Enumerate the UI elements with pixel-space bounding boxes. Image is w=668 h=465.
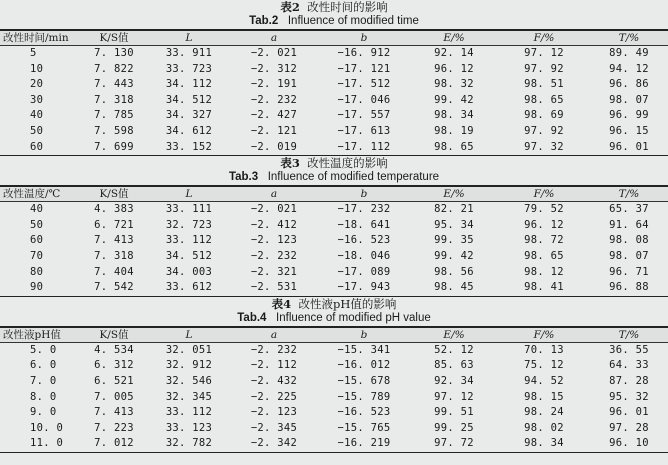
table-cell: 98. 07	[609, 249, 649, 262]
table-cell: −17. 512	[337, 78, 391, 91]
table-cell: 34. 112	[165, 78, 213, 91]
table-cell: 32. 912	[165, 359, 213, 372]
column-header	[410, 186, 498, 202]
table-cell: 40	[30, 109, 44, 122]
column-header-label: b	[360, 188, 368, 201]
table-cell: 89. 49	[609, 47, 649, 59]
table-cell: 64. 33	[609, 359, 649, 372]
column-header	[0, 186, 80, 202]
table-caption-cn	[0, 0, 668, 14]
table-cell: 6. 0	[30, 359, 57, 372]
column-header	[148, 327, 230, 343]
table-cell: 75. 12	[524, 359, 564, 372]
column-header	[498, 30, 590, 46]
column-header-label: L	[185, 328, 193, 341]
column-header-label: a	[270, 32, 278, 44]
table-row	[0, 405, 668, 421]
table-row	[0, 108, 668, 124]
table-cell: 98. 12	[524, 265, 564, 278]
table-cell: −16. 523	[337, 406, 391, 419]
table-cell: 98. 34	[524, 437, 564, 450]
table-number-en: Tab.2	[249, 15, 279, 27]
caption-spacer	[266, 312, 276, 324]
table-cell: 7. 130	[94, 47, 134, 59]
table-cell: 7. 413	[94, 234, 134, 247]
table-cell: 32. 345	[165, 390, 213, 403]
table-cell: 98. 65	[434, 140, 474, 153]
table-cell: 70. 13	[524, 343, 564, 356]
table-cell: 98. 45	[434, 281, 474, 294]
header-row	[0, 30, 668, 46]
table-cell: 96. 01	[609, 406, 649, 419]
table-cell: 94. 52	[524, 374, 564, 387]
column-header-label: a	[270, 328, 278, 341]
table-caption-cn	[0, 297, 668, 311]
column-header-label: 改性液pH值	[3, 328, 61, 341]
table-cell: −18. 046	[337, 249, 391, 262]
table-cell: 7. 012	[94, 437, 134, 450]
column-header	[498, 186, 590, 202]
table-cell: 32. 723	[165, 218, 213, 231]
table-cell: −16. 912	[337, 47, 391, 59]
table-cell: 6. 721	[94, 218, 134, 231]
column-header	[80, 30, 148, 46]
table-row	[0, 358, 668, 374]
column-header-label: b	[360, 328, 368, 341]
table-cell: 7. 785	[94, 109, 134, 122]
caption-spacer	[258, 171, 268, 183]
table-cell: 33. 612	[165, 281, 213, 294]
table-caption-en	[0, 170, 668, 185]
header-row	[0, 327, 668, 343]
column-header	[318, 186, 410, 202]
table-cell: 50	[30, 218, 44, 231]
table-cell: 10. 0	[30, 421, 64, 434]
table-cell: −2. 345	[250, 421, 298, 434]
table-cell: 7. 443	[94, 78, 134, 91]
table-cell: −2. 112	[250, 359, 298, 372]
table-cell: 11. 0	[30, 437, 64, 450]
table-cell: 6. 521	[94, 374, 134, 387]
table-cell: −16. 012	[337, 359, 391, 372]
table-cell: −17. 089	[337, 265, 391, 278]
table-caption-cn	[0, 156, 668, 170]
table-cell: 7. 0	[30, 374, 57, 387]
table-cell: −15. 765	[337, 421, 391, 434]
table-cell: −2. 232	[250, 93, 298, 106]
table-cell: 32. 051	[165, 343, 213, 356]
table-title-en: Influence of modified time	[287, 15, 419, 27]
table-cell: 33. 112	[165, 406, 213, 419]
table-cell: −2. 123	[250, 406, 298, 419]
table-cell: 20	[30, 78, 44, 91]
table-cell: 32. 782	[165, 437, 213, 450]
table-cell: 82. 21	[434, 203, 474, 216]
table-cell: 97. 28	[609, 421, 649, 434]
header-row	[0, 186, 668, 202]
table-cell: −2. 412	[250, 218, 298, 231]
table-title-cn: 改性温度的影响	[307, 156, 388, 171]
column-header	[590, 30, 668, 46]
table-cell: −2. 123	[250, 234, 298, 247]
table-cell: 99. 51	[434, 406, 474, 419]
table-cell: 5. 0	[30, 343, 57, 356]
column-header-label: 改性温度/℃	[3, 188, 61, 201]
table-number-cn: 表4	[271, 296, 292, 311]
table-cell: 7. 542	[94, 281, 134, 294]
table-cell: 4. 383	[94, 203, 134, 216]
table-cell: 7. 822	[94, 62, 134, 75]
table-cell: 98. 72	[524, 234, 564, 247]
table-cell: 33. 111	[165, 203, 213, 216]
column-header-label: E/%	[443, 32, 465, 44]
table-cell: 33. 152	[165, 140, 213, 153]
table-cell: 95. 32	[609, 390, 649, 403]
column-header	[590, 327, 668, 343]
table-cell: −2. 191	[250, 78, 298, 91]
table-title-en: Influence of modified pH value	[276, 311, 431, 324]
table-cell: 87. 28	[609, 374, 649, 387]
table-cell: 97. 32	[524, 140, 564, 153]
table-cell: 98. 02	[524, 421, 564, 434]
table-cell: 92. 34	[434, 374, 474, 387]
table-row	[0, 62, 668, 78]
table-cell: 96. 86	[609, 78, 649, 91]
table-cell: 40	[30, 203, 44, 216]
table-cell: −17. 557	[337, 109, 391, 122]
table-row	[0, 218, 668, 234]
table-cell: 98. 07	[609, 93, 649, 106]
column-header-label: a	[270, 188, 278, 201]
table-cell: 98. 51	[524, 78, 564, 91]
column-header	[230, 30, 318, 46]
column-header-label: F/%	[533, 32, 555, 44]
column-header	[80, 327, 148, 343]
column-header-label: T/%	[618, 188, 640, 201]
table-cell: −2. 321	[250, 265, 298, 278]
table-cell: −2. 021	[250, 47, 298, 59]
table-row	[0, 421, 668, 437]
data-table	[0, 185, 668, 297]
table-row	[0, 46, 668, 62]
table-cell: −17. 112	[337, 140, 391, 153]
table-cell: 80	[30, 265, 44, 278]
table-caption-en	[0, 14, 668, 29]
table-cell: 94. 12	[609, 62, 649, 75]
column-header-label: K/S值	[99, 188, 129, 201]
table-cell: 96. 12	[524, 218, 564, 231]
table-cell: 33. 911	[165, 47, 213, 59]
column-header-label: T/%	[618, 328, 640, 341]
table-cell: 60	[30, 234, 44, 247]
table-cell: 96. 12	[434, 62, 474, 75]
column-header-label: T/%	[618, 32, 640, 44]
data-table	[0, 326, 668, 453]
table-cell: 98. 15	[524, 390, 564, 403]
column-header	[498, 327, 590, 343]
table-cell: 7. 005	[94, 390, 134, 403]
table-cell: 7. 318	[94, 249, 134, 262]
table-cell: 4. 534	[94, 343, 134, 356]
table-cell: 98. 24	[524, 406, 564, 419]
column-header	[230, 186, 318, 202]
table-cell: 7. 318	[94, 93, 134, 106]
table-cell: 10	[30, 62, 44, 75]
table-cell: 99. 42	[434, 249, 474, 262]
table-cell: −18. 641	[337, 218, 391, 231]
table-cell: 97. 92	[524, 62, 564, 75]
table-cell: 7. 699	[94, 140, 134, 153]
column-header-label: L	[185, 32, 193, 44]
table-cell: −17. 232	[337, 203, 391, 216]
table-cell: −15. 341	[337, 343, 391, 356]
table-cell: 96. 99	[609, 109, 649, 122]
table-row	[0, 249, 668, 265]
table-row	[0, 233, 668, 249]
table-cell: 95. 34	[434, 218, 474, 231]
table-number-en: Tab.4	[237, 311, 267, 324]
table-cell: 65. 37	[609, 203, 649, 216]
column-header	[410, 30, 498, 46]
table-row	[0, 77, 668, 93]
table-row	[0, 124, 668, 140]
table-cell: −17. 121	[337, 62, 391, 75]
table-title-en: Influence of modified temperature	[267, 171, 440, 184]
table-cell: 99. 25	[434, 421, 474, 434]
table-cell: −2. 225	[250, 390, 298, 403]
column-header	[410, 327, 498, 343]
table-cell: 98. 19	[434, 124, 474, 137]
caption-spacer	[278, 15, 288, 27]
table-cell: 98. 56	[434, 265, 474, 278]
table-cell: 7. 413	[94, 406, 134, 419]
table-cell: 7. 404	[94, 265, 134, 278]
table-number-cn: 表2	[280, 0, 300, 14]
table-cell: −16. 523	[337, 234, 391, 247]
table-cell: 34. 327	[165, 109, 213, 122]
table-cell: 91. 64	[609, 218, 649, 231]
table-cell: 5	[30, 47, 37, 59]
column-header-label: b	[360, 32, 368, 44]
column-header	[0, 327, 80, 343]
table-number-cn: 表3	[280, 156, 300, 171]
table-cell: 8. 0	[30, 390, 57, 403]
table-cell: 85. 63	[434, 359, 474, 372]
table-cell: 79. 52	[524, 203, 564, 216]
table-cell: 7. 223	[94, 421, 134, 434]
table-row	[0, 436, 668, 452]
table-cell: 98. 34	[434, 109, 474, 122]
table-cell: −2. 531	[250, 281, 298, 294]
column-header-label: L	[185, 188, 193, 201]
table-cell: −2. 121	[250, 124, 298, 137]
table-cell: 99. 35	[434, 234, 474, 247]
table-cell: 98. 41	[524, 281, 564, 294]
column-header	[318, 327, 410, 343]
table-title-cn: 改性液pH值的影响	[298, 296, 397, 311]
table-cell: 90	[30, 281, 44, 294]
table-cell: 70	[30, 249, 44, 262]
column-header-label: E/%	[443, 188, 465, 201]
table-cell: 52. 12	[434, 343, 474, 356]
table-cell: −16. 219	[337, 437, 391, 450]
table-cell: 6. 312	[94, 359, 134, 372]
column-header-label: K/S值	[99, 32, 129, 44]
table-cell: 97. 92	[524, 124, 564, 137]
table-cell: 30	[30, 93, 44, 106]
table-row	[0, 140, 668, 156]
table-cell: 34. 512	[165, 249, 213, 262]
column-header	[148, 30, 230, 46]
column-header	[80, 186, 148, 202]
table-cell: 92. 14	[434, 47, 474, 59]
table-cell: 33. 123	[165, 421, 213, 434]
table-cell: 33. 112	[165, 234, 213, 247]
table-row	[0, 280, 668, 296]
table-cell: −17. 046	[337, 93, 391, 106]
table-cell: 97. 12	[524, 47, 564, 59]
column-header	[590, 186, 668, 202]
table-cell: 60	[30, 140, 44, 153]
table-row	[0, 390, 668, 406]
table-cell: −17. 943	[337, 281, 391, 294]
column-header	[230, 327, 318, 343]
table-cell: −15. 789	[337, 390, 391, 403]
table-cell: −2. 232	[250, 249, 298, 262]
column-header	[318, 30, 410, 46]
column-header-label: F/%	[533, 188, 555, 201]
table-row	[0, 342, 668, 358]
column-header-label: 改性时间/min	[3, 32, 69, 44]
table-cell: 50	[30, 124, 44, 137]
table-cell: −15. 678	[337, 374, 391, 387]
table-cell: −2. 312	[250, 62, 298, 75]
data-table	[0, 29, 668, 156]
table-cell: 96. 15	[609, 124, 649, 137]
table-cell: 9. 0	[30, 406, 57, 419]
table-cell: 98. 65	[524, 93, 564, 106]
column-header-label: E/%	[443, 328, 465, 341]
table-cell: 36. 55	[609, 343, 649, 356]
table-cell: 34. 003	[165, 265, 213, 278]
table-cell: −17. 613	[337, 124, 391, 137]
table-cell: 33. 723	[165, 62, 213, 75]
table-caption-en	[0, 311, 668, 326]
table-cell: 96. 88	[609, 281, 649, 294]
column-header-label: F/%	[533, 328, 555, 341]
table-cell: −2. 342	[250, 437, 298, 450]
table-cell: 32. 546	[165, 374, 213, 387]
table-row	[0, 374, 668, 390]
table-cell: 96. 01	[609, 140, 649, 153]
table-row	[0, 93, 668, 109]
table-number-en: Tab.3	[228, 171, 259, 184]
column-header	[0, 30, 80, 46]
column-header-label: K/S值	[99, 328, 129, 341]
table-cell: −2. 021	[250, 203, 298, 216]
table-cell: 7. 598	[94, 124, 134, 137]
column-header	[148, 186, 230, 202]
table-row	[0, 265, 668, 281]
table-cell: −2. 427	[250, 109, 298, 122]
table-cell: 98. 32	[434, 78, 474, 91]
table-cell: 97. 12	[434, 390, 474, 403]
table-cell: −2. 019	[250, 140, 298, 153]
table-row	[0, 202, 668, 218]
table-cell: 34. 512	[165, 93, 213, 106]
table-cell: −2. 432	[250, 374, 298, 387]
table-cell: 98. 08	[609, 234, 649, 247]
table-cell: 97. 72	[434, 437, 474, 450]
table-cell: −2. 232	[250, 343, 298, 356]
table-cell: 96. 71	[609, 265, 649, 278]
table-cell: 34. 612	[165, 124, 213, 137]
table-cell: 98. 69	[524, 109, 564, 122]
table-title-cn: 改性时间的影响	[307, 0, 388, 14]
table-cell: 99. 42	[434, 93, 474, 106]
table-cell: 98. 65	[524, 249, 564, 262]
table-cell: 96. 10	[609, 437, 649, 450]
